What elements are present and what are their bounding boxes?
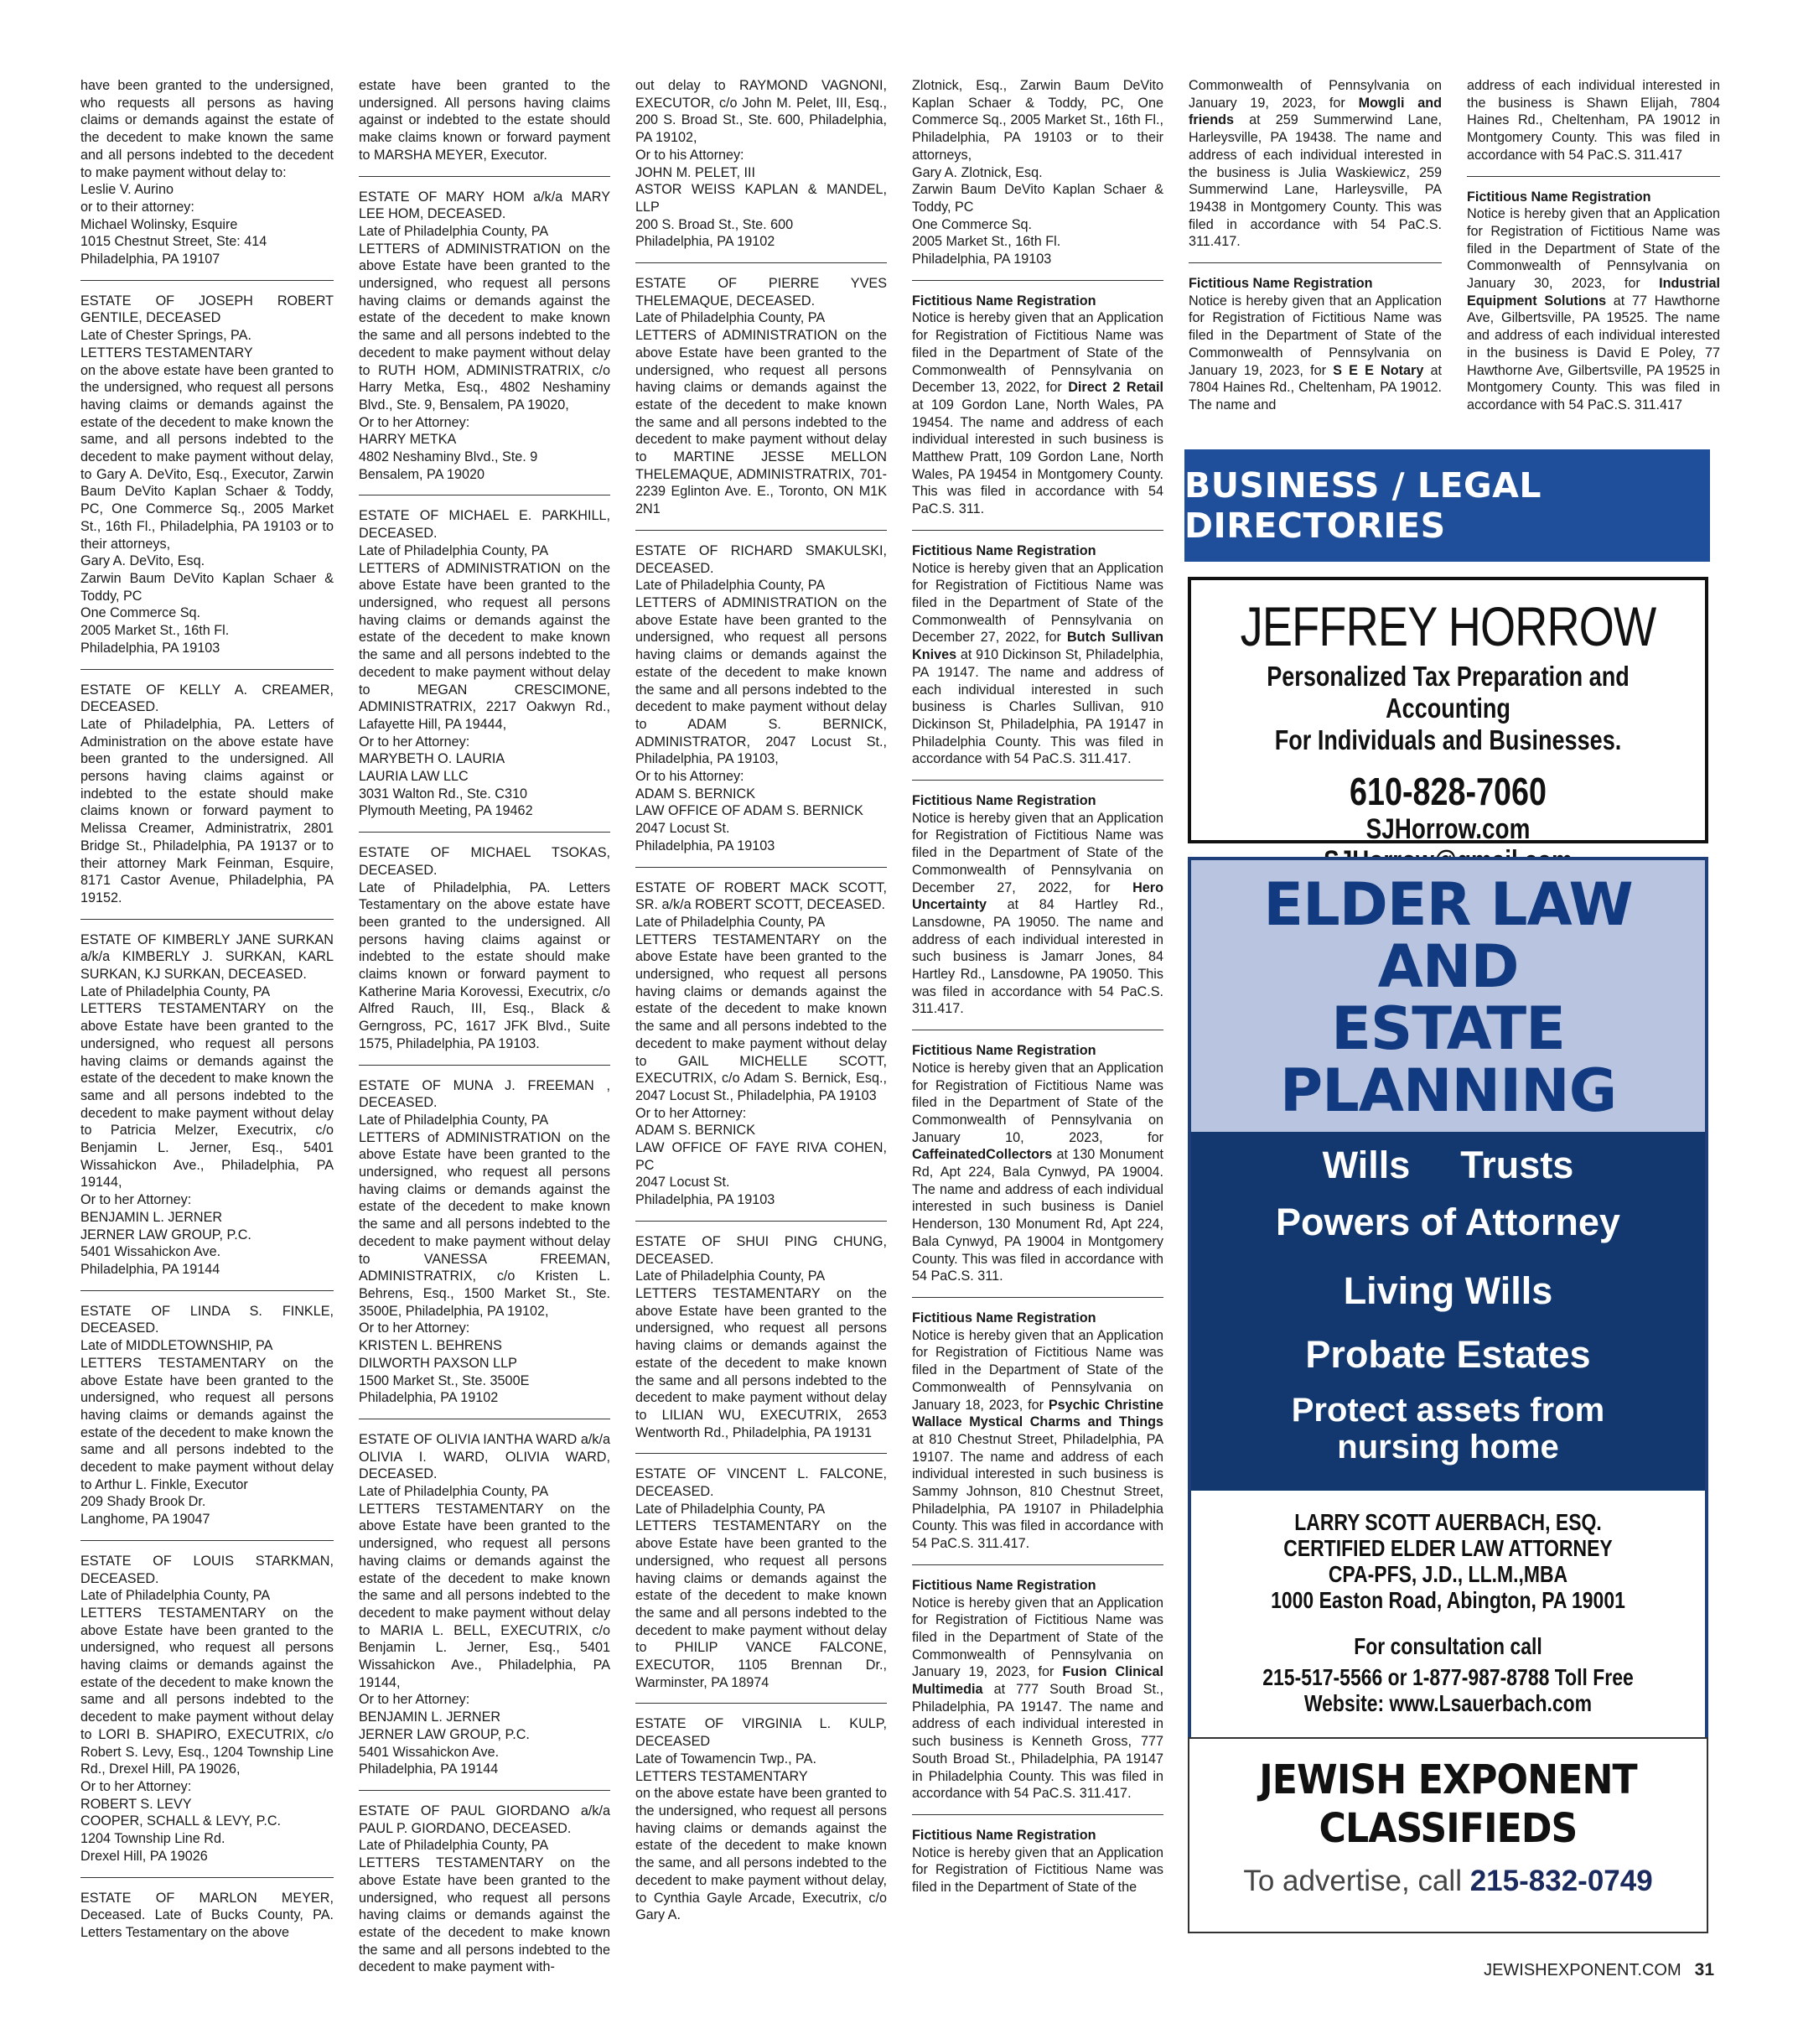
notice-text: out delay to RAYMOND VAGNONI, EXECUTOR, c/o John M. Pelet, III, Esq., 200 S. Broad St., Ste. 600, Philadelphia, PA 19102, Or to his Attorney: JOHN M. PELET, III ASTOR WEISS KAPLAN & MANDEL, LLP 200 S. Broad St., Ste. 600 Philadelphia, PA 19102 — [635, 78, 887, 250]
divider — [912, 1297, 1163, 1298]
legal-notice — [80, 293, 334, 657]
business-name: Direct 2 Retail — [1068, 380, 1164, 396]
notice-heading: Fictitious Name Registration — [912, 1310, 1096, 1325]
divider — [635, 1221, 887, 1222]
notices-column-3 — [635, 77, 887, 1924]
notice-text: at 7804 Haines Rd., Cheltenham, PA 19012. The name and — [1189, 362, 1442, 412]
divider — [635, 262, 887, 263]
ad-phone: 610-828-7060 — [1350, 770, 1547, 813]
fictitious-name-notice — [1467, 189, 1720, 414]
notice-text: Notice is hereby given that an Application for Registration of Fictitious Name was filed in the Department of State of the Commonwealth of Pennsylvania on January 18, 2023, for — [912, 1327, 1163, 1413]
notice-text: ESTATE OF LINDA S. FINKLE, DECEASED. Late of MIDDLETOWNSHIP, PA LETTERS TESTAMENTARY on the above Estate have been granted to the undersigned, who request all persons having claims or demands against the estate of the decedent to make known the same and all persons indebted to the decedent to make payment without delay to Arthur L. Finkle, Executor 209 Shady Brook Dr. Langhome, PA 19047 — [80, 1303, 334, 1528]
business-name: Psychic Christine Wallace Mystical Charms and Things — [912, 1397, 1163, 1430]
fictitious-name-notice — [912, 542, 1163, 768]
notice-text: ESTATE OF VINCENT L. FALCONE, DECEASED. Late of Philadelphia County, PA LETTERS TESTAMENTARY on the above Estate have been granted to the undersigned, who request all persons having claims or demands against the estate of the decedent to make known the same and all persons indebted to the decedent to make payment without delay to PHILIP VANCE FALCONE, EXECUTOR, 1105 Brennan Dr., Warminster, PA 18974 — [635, 1466, 887, 1690]
notice-text: ESTATE OF RICHARD SMAKULSKI, DECEASED. Late of Philadelphia County, PA LETTERS of ADMINISTRATION on the above Estate have been granted to the undersigned, who request all persons having claims or demands against the estate of the decedent to make known the same and all persons indebted to the decedent to make payment without delay to ADAM S. BERNICK, ADMINISTRATOR, 2047 Locust St., Philadelphia, PA 19103, Or to his Attorney: ADAM S. BERNICK LAW OFFICE OF ADAM S. BERNICK 2047 Locust St. Philadelphia, PA 19103 — [635, 542, 887, 853]
notice-text: at 109 Gordon Lane, North Wales, PA 19454. The name and address of each individual interested in such business is Matthew Pratt, 109 Gordon Lane, North Wales, PA 19454 in Montgomery County. This was filed in accordance with 54 PaC.S. 311. — [912, 397, 1163, 517]
business-name: Hero Uncertainty — [912, 879, 1163, 913]
notice-text: ESTATE OF SHUI PING CHUNG, DECEASED. Late of Philadelphia County, PA LETTERS TESTAMENTARY on the above Estate have been granted to the undersigned, who request all persons having claims or demands against the estate of the decedent to make known the same and all persons indebted to the decedent to make payment without delay to LILIAN WU, EXECUTRIX, 2653 Wentworth Rd., Philadelphia, PA 19131 — [635, 1233, 887, 1440]
notice-continuation — [1189, 77, 1442, 251]
business-name: S E E Notary — [1333, 362, 1424, 378]
notice-text: Notice is hereby given that an Application for Registration of Fictitious Name was filed in the Department of State of the Commonwealth of Pennsylvania on January 19, 2023, for — [912, 1595, 1163, 1680]
notice-text: Zlotnick, Esq., Zarwin Baum DeVito Kaplan Schaer & Toddy, PC, One Commerce Sq., 2005 Market St., 16th Fl., Philadelphia, PA 19103 or to their attorneys, Gary A. Zlotnick, Esq. Zarwin Baum DeVito Kaplan Schaer & Toddy, PC One Commerce Sq. 2005 Market St., 16th Fl. Philadelphia, PA 19103 — [912, 78, 1163, 267]
legal-notice — [359, 77, 610, 164]
service-probate: Probate Estates — [1305, 1333, 1591, 1376]
page-footer — [1484, 1960, 1714, 1980]
notices-column-4 — [912, 77, 1163, 1896]
ad-tagline: Personalized Tax Preparation and Accounting — [1267, 661, 1630, 724]
notice-text: Commonwealth of Pennsylvania on January 19, 2023, for — [1189, 78, 1442, 111]
divider — [1189, 262, 1442, 263]
notice-body — [1467, 205, 1720, 413]
notice-text: Notice is hereby given that an Application for Registration of Fictitious Name was filed in the Department of State of the Commonwealth of Pennsylvania on December 27, 2022, for — [912, 560, 1163, 646]
business-name: Fusion Clinical Multimedia — [912, 1664, 1164, 1698]
service-wills: Wills — [1322, 1144, 1411, 1186]
business-name: Industrial Equipment Solutions — [1467, 276, 1720, 309]
call-number: 215-832-0749 — [1469, 1865, 1653, 1897]
ad-tagline: For Individuals and Businesses. — [1274, 724, 1622, 755]
contact-line: LARRY SCOTT AUERBACH, ESQ. — [1294, 1509, 1602, 1535]
service-trusts: Trusts — [1460, 1144, 1574, 1186]
notice-text: ESTATE OF MUNA J. FREEMAN , DECEASED. Late of Philadelphia County, PA LETTERS of ADMINISTRATION on the above Estate have been granted to the undersigned, who request all persons having claims or demands against the estate of the decedent to make known the same and all persons indebted to the decedent to make payment without delay to VANESSA FREEMAN, ADMINISTRATRIX, c/o Kristen L. Behrens, Esq., 1500 Market St., Ste. 3500E, Philadelphia, PA 19102, Or to her Attorney: KRISTEN L. BEHRENS DILWORTH PAXSON LLP 1500 Market St., Ste. 3500E Philadelphia, PA 19102 — [359, 1077, 610, 1406]
legal-notice — [635, 1466, 887, 1691]
legal-notice — [80, 1890, 334, 1942]
classifieds-ad — [1188, 1737, 1708, 1933]
divider — [635, 867, 887, 868]
page-number: 31 — [1694, 1960, 1714, 1979]
fictitious-name-notice — [1189, 275, 1442, 414]
legal-notice — [635, 1233, 887, 1441]
legal-notice — [359, 1803, 610, 1976]
notice-heading: Fictitious Name Registration — [912, 293, 1096, 309]
divider — [1467, 176, 1720, 177]
notice-text: ESTATE OF ROBERT MACK SCOTT, SR. a/k/a ROBERT SCOTT, DECEASED. Late of Philadelphia County, PA LETTERS TESTAMENTARY on the above Estate have been granted to the undersigned, who request all persons having claims or demands against the estate of the decedent to make known the same and all persons indebted to the decedent to make payment without delay to GAIL MICHELLE SCOTT, EXECUTRIX, c/o Adam S. Bernick, Esq., 2047 Locust St., Philadelphia, PA 19103 Or to her Attorney: ADAM S. BERNICK LAW OFFICE OF FAYE RIVA COHEN, PC 2047 Locust St. Philadelphia, PA 19103 — [635, 879, 887, 1208]
notice-text: have been granted to the undersigned, who requests all persons as having claims or demands against the estate of the decedent to make known the same and all persons indebted to the decedent to make payment without delay to: Leslie V. Aurino or to their attorney: Michael Wolinsky, Esquire 1015 Chestnut Street, Ste: 414 Philadelphia, PA 19107 — [80, 78, 334, 267]
title-line: ELDER LAW — [1263, 870, 1633, 939]
notice-text: Notice is hereby given that an Application for Registration of Fictitious Name was filed in the Department of State of the — [912, 1844, 1163, 1896]
notice-text: ESTATE OF KELLY A. CREAMER, DECEASED. Late of Philadelphia, PA. Letters of Administration on the above estate have been granted to the undersigned. All persons having claims against or indebted to the estate should make claims known or forward payment to Melissa Creamer, Administratrix, 2801 Bridge St., Philadelphia, PA 19137 or to their attorney Mark Feinman, Esquire, 8171 Castor Avenue, Philadelphia, PA 19152. — [80, 682, 334, 905]
notice-heading: Fictitious Name Registration — [912, 1043, 1096, 1059]
notices-column-6 — [1467, 77, 1720, 414]
business-name: Mowgli and friends — [1189, 95, 1442, 128]
legal-notice — [80, 77, 334, 268]
notices-column-2 — [359, 77, 610, 1976]
ad-website: SJHorrow.com — [1365, 813, 1531, 845]
directory-banner: BUSINESS / LEGAL DIRECTORIES — [1184, 449, 1710, 562]
legal-notice — [635, 1715, 887, 1923]
divider — [635, 1453, 887, 1454]
legal-notice — [635, 77, 887, 251]
legal-notice — [359, 507, 610, 820]
legal-notice — [359, 189, 610, 484]
service-living-wills: Living Wills — [1343, 1269, 1553, 1312]
notice-heading: Fictitious Name Registration — [1189, 276, 1373, 292]
divider — [80, 669, 334, 670]
fictitious-name-notice — [912, 1827, 1163, 1896]
service-protect: Protect assets from — [1291, 1392, 1605, 1429]
notice-text: Notice is hereby given that an Application for Registration of Fictitious Name was filed in the Department of State of the Commonwealth of Pennsylvania on December 13, 2022, for — [912, 310, 1163, 396]
notice-text: ESTATE OF MICHAEL TSOKAS, DECEASED. Late of Philadelphia, PA. Letters Testamentary on the above estate have been granted to the undersigned. All persons having claims against or indebted to the estate should make claims known or forward payment to Katherine Maria Korovessi, Executrix, c/o Alfred Rauch, III, Esq., Black & Gerngross, PC, 1617 JFK Blvd., Suite 1575, Philadelphia, PA 19103. — [359, 845, 610, 1051]
legal-notice — [80, 1303, 334, 1528]
notice-body — [912, 810, 1163, 1018]
ad-services — [1191, 1132, 1705, 1491]
notice-body — [912, 1327, 1163, 1553]
notice-text: ESTATE OF KIMBERLY JANE SURKAN a/k/a KIMBERLY J. SURKAN, KARL SURKAN, KJ SURKAN, DECEASED. Late of Philadelphia County, PA LETTERS TESTAMENTARY on the above Estate have been granted to the undersigned, who request all persons having claims or demands against the estate of the decedent to make known the same and all persons indebted to the decedent to make payment without delay to Patricia Melzer, Executrix, c/o Benjamin L. Jerner, Esq., 5401 Wissahickon Ave., Philadelphia, PA 19144, Or to her Attorney: BENJAMIN L. JERNER JERNER LAW GROUP, P.C. 5401 Wissahickon Ave. Philadelphia, PA 19144 — [80, 931, 334, 1277]
elder-law-ad — [1188, 857, 1708, 1754]
notice-text: ESTATE OF MARY HOM a/k/a MARY LEE HOM, DECEASED. Late of Philadelphia County, PA LETTERS of ADMINISTRATION on the above Estate have been granted to the undersigned, who request all persons having claims or demands against the estate of the decedent to make known the same and all persons indebted to the decedent to make payment without delay to RUTH HOM, ADMINISTRATRIX, c/o Harry Metka, Esq., 4802 Neshaminy Blvd., Ste. 9, Bensalem, PA 19020, Or to her Attorney: HARRY METKA 4802 Neshaminy Blvd., Ste. 9 Bensalem, PA 19020 — [359, 189, 610, 482]
horrow-ad — [1188, 577, 1708, 843]
notice-continuation — [912, 77, 1163, 268]
notice-heading: Fictitious Name Registration — [1467, 189, 1651, 205]
business-name: CaffeinatedCollectors — [912, 1147, 1053, 1163]
contact-website: Website: www.Lsauerbach.com — [1303, 1690, 1593, 1716]
notice-text: at 130 Monument Rd, Apt 224, Bala Cynwyd, PA 19004. The name and address of each individual interested in such business is Daniel Henderson, 130 Monument Rd, Apt 224, Bala Cynwyd, PA 19004 in Montgomery County. This was filed in accordance with 54 PaC.S. 311. — [912, 1147, 1163, 1284]
ad-name: JEFFREY HORROW — [1240, 595, 1656, 657]
notice-text: Notice is hereby given that an Application for Registration of Fictitious Name was filed in the Department of State of the Commonwealth of Pennsylvania on January 10, 2023, for — [912, 1060, 1163, 1145]
classifieds-title: JEWISH EXPONENT — [1259, 1756, 1637, 1803]
notice-body — [1189, 293, 1442, 414]
fictitious-name-notice — [912, 1042, 1163, 1285]
divider — [635, 1703, 887, 1704]
notice-text: ESTATE OF VIRGINIA L. KULP, DECEASED Late of Towamencin Twp., PA. LETTERS TESTAMENTARY on the above estate have been granted to the undersigned, who request all persons having claims or demands against the estate of the decedent to make known the same, and all persons indebted to the decedent to make payment without delay, to Cynthia Gayle Arcade, Executrix, c/o Gary A. — [635, 1716, 887, 1923]
notice-text: Notice is hereby given that an Application for Registration of Fictitious Name was filed in the Department of State of the Commonwealth of Pennsylvania on January 19, 2023, for — [1189, 293, 1442, 378]
notice-text: ESTATE OF MARLON MEYER, Deceased. Late of Bucks County, PA. Letters Testamentary on the above — [80, 1890, 334, 1940]
divider — [80, 1877, 334, 1878]
fictitious-name-notice — [912, 293, 1163, 518]
notices-column-1 — [80, 77, 334, 1942]
legal-notice — [80, 1553, 334, 1865]
divider — [912, 530, 1163, 531]
notice-text: estate have been granted to the undersigned. All persons having claims against or indebted to the estate should make claims known or forward payment to MARSHA MEYER, Executor. — [359, 78, 610, 163]
title-line: ESTATE — [1331, 994, 1565, 1063]
business-name: Butch Sullivan Knives — [912, 630, 1163, 663]
service-protect: nursing home — [1337, 1429, 1559, 1466]
contact-line: CPA-PFS, J.D., LL.M.,MBA — [1328, 1561, 1568, 1587]
notice-text: ESTATE OF LOUIS STARKMAN, DECEASED. Late of Philadelphia County, PA LETTERS TESTAMENTARY on the above Estate have been granted to the undersigned, who request all persons having claims or demands against the estate of the decedent to make known the same and all persons indebted to the decedent to make payment without delay to LORI B. SHAPIRO, EXECUTRIX, c/o Robert S. Levy, Esq., 1204 Township Line Rd., Drexel Hill, PA 19026, Or to her Attorney: ROBERT S. LEVY COOPER, SCHALL & LEVY, P.C. 1204 Township Line Rd. Drexel Hill, PA 19026 — [80, 1553, 334, 1864]
divider — [359, 1065, 610, 1066]
divider — [359, 176, 610, 177]
title-line: PLANNING — [1279, 1056, 1617, 1125]
notice-text: Notice is hereby given that an Application for Registration of Fictitious Name was filed in the Department of State of the Commonwealth of Pennsylvania on January 30, 2023, for — [1467, 206, 1720, 292]
divider — [912, 1564, 1163, 1565]
notice-body — [912, 309, 1163, 517]
divider — [80, 919, 334, 920]
notice-text: Notice is hereby given that an Application for Registration of Fictitious Name was filed in the Department of State of the Commonwealth of Pennsylvania on December 27, 2022, for — [912, 810, 1163, 895]
divider — [912, 280, 1163, 281]
divider — [359, 1790, 610, 1791]
divider — [912, 1814, 1163, 1815]
classifieds-title: CLASSIFIEDS — [1319, 1805, 1578, 1852]
divider — [80, 280, 334, 281]
classifieds-call — [1189, 1865, 1707, 1898]
divider — [635, 530, 887, 531]
notice-heading: Fictitious Name Registration — [912, 1577, 1096, 1593]
divider — [359, 832, 610, 833]
service-poa: Powers of Attorney — [1276, 1201, 1620, 1243]
notice-text: at 777 South Broad St., Philadelphia, PA 19147. The name and address of each individual interested in such business is Kenneth Gross, 777 South Broad St., Philadelphia, PA 19147 in Philadelphia County. This was filed in accordance with 54 PaC.S. 311.417. — [912, 1682, 1163, 1802]
notice-text: ESTATE OF PAUL GIORDANO a/k/a PAUL P. GIORDANO, DECEASED. Late of Philadelphia County, PA LETTERS TESTAMENTARY on the above Estate have been granted to the undersigned, who request all persons having claims or demands against the estate of the decedent to make known the same and all persons indebted to the decedent to make payment with- — [359, 1803, 610, 1975]
notice-text: ESTATE OF PIERRE YVES THELEMAQUE, DECEASED. Late of Philadelphia County, PA LETTERS of ADMINISTRATION on the above Estate have been granted to the undersigned, who request all persons having claims or demands against the estate of the decedent to make known the same and all persons indebted to the decedent to make payment without delay to MARTINE JESSE MELLON THELEMAQUE, ADMINISTRATRIX, 701-2239 Eglinton Ave. E., Toronto, ON M1K 2N1 — [635, 276, 887, 517]
notice-text: at 910 Dickinson St, Philadelphia, PA 19147. The name and address of each individual interested in such business is Charles Sullivan, 910 Dickinson St, Philadelphia, PA 19147 in Philadelphia County. This was filed in accordance with 54 PaC.S. 311.417. — [912, 647, 1163, 767]
notice-text: address of each individual interested in the business is Shawn Elijah, 7804 Haines Rd., Cheltenham, PA 19012 in Montgomery County. This was filed in accordance with 54 PaC.S. 311.417 — [1467, 78, 1720, 163]
fictitious-name-notice — [912, 1310, 1163, 1553]
contact-line: For consultation call — [1354, 1633, 1542, 1659]
notice-body — [912, 1844, 1163, 1896]
legal-notice — [359, 1077, 610, 1407]
contact-phones: 215-517-5566 or 1-877-987-8788 Toll Free — [1262, 1664, 1634, 1690]
contact-line: 1000 Easton Road, Abington, PA 19001 — [1271, 1587, 1625, 1613]
notice-heading: Fictitious Name Registration — [912, 542, 1096, 558]
legal-notice — [359, 1431, 610, 1778]
service-line — [1191, 1144, 1705, 1187]
notice-text: ESTATE OF JOSEPH ROBERT GENTILE, DECEASED Late of Chester Springs, PA. LETTERS TESTAMENTARY on the above estate have been granted to the undersigned, who request all persons having claims or demands against the estate of the decedent to make known the same, and all persons indebted to the decedent to make payment without delay, to Gary A. DeVito, Esq., Executor, Zarwin Baum DeVito Kaplan Schaer & Toddy, PC, One Commerce Sq., 2005 Market St., 16th Fl., Philadelphia, PA 19103 or to their attorneys, Gary A. DeVito, Esq. Zarwin Baum DeVito Kaplan Schaer & Toddy, PC One Commerce Sq. 2005 Market St., 16th Fl. Philadelphia, PA 19103 — [80, 293, 334, 656]
divider — [912, 780, 1163, 781]
notice-heading: Fictitious Name Registration — [912, 1827, 1096, 1843]
notice-text: at 810 Chestnut Street, Philadelphia, PA 19107. The name and address of each individual interested in such business is Sammy Johnson, 810 Chestnut Street, Philadelphia, PA 19107 in Philadelphia County. This was filed in accordance with 54 PaC.S. 311.417. — [912, 1431, 1163, 1552]
divider — [80, 1290, 334, 1291]
notice-text: ESTATE OF OLIVIA IANTHA WARD a/k/a OLIVIA I. WARD, OLIVIA WARD, DECEASED. Late of Philadelphia County, PA LETTERS TESTAMENTARY on the above Estate have been granted to the undersigned, who request all persons having claims or demands against the estate of the decedent to make known the same and all persons indebted to the decedent to make payment without delay to MARIA L. BELL, EXECUTRIX, c/o Benjamin L. Jerner, Esq., 5401 Wissahickon Ave., Philadelphia, PA 19144, Or to her Attorney: BENJAMIN L. JERNER JERNER LAW GROUP, P.C. 5401 Wissahickon Ave. Philadelphia, PA 19144 — [359, 1431, 610, 1777]
legal-notice — [80, 931, 334, 1279]
legal-notice — [80, 682, 334, 907]
divider — [80, 1540, 334, 1541]
fictitious-name-notice — [912, 1577, 1163, 1803]
notice-heading: Fictitious Name Registration — [912, 793, 1096, 809]
notice-text: at 84 Hartley Rd., Lansdowne, PA 19050. The name and address of each individual interested in such business is Jamarr Jones, 84 Hartley Rd., Lansdowne, PA 19050. This was filed in accordance with 54 PaC.S. 311.417. — [912, 897, 1163, 1017]
ad-title — [1191, 860, 1705, 1132]
notice-text: ESTATE OF MICHAEL E. PARKHILL, DECEASED. Late of Philadelphia County, PA LETTERS of ADMINISTRATION on the above Estate have been granted to the undersigned, who request all persons having claims or demands against the estate of the decedent to make known the same and all persons indebted to the decedent to make payment without delay to MEGAN CRESCIMONE, ADMINISTRATRIX, 2217 Oakwyn Rd., Lafayette Hill, PA 19444, Or to her Attorney: MARYBETH O. LAURIA LAURIA LAW LLC 3031 Walton Rd., Ste. C310 Plymouth Meeting, PA 19462 — [359, 508, 610, 819]
ad-contact — [1191, 1491, 1705, 1716]
footer-site: JEWISHEXPONENT.COM — [1484, 1961, 1681, 1979]
call-prefix: To advertise, call — [1243, 1865, 1470, 1897]
legal-notice — [359, 844, 610, 1052]
notice-continuation — [1467, 77, 1720, 164]
fictitious-name-notice — [912, 792, 1163, 1018]
notice-text: at 77 Hawthorne Ave, Gilbertsville, PA 19525. The name and address of each individual interested in the business is David E Poley, 77 Hawthorne Ave, Gilbertsville, PA 19525 in Montgomery County. This was filed in accordance with 54 PaC.S. 311.417 — [1467, 293, 1720, 412]
title-line: AND — [1377, 932, 1519, 1001]
notices-column-5 — [1189, 77, 1442, 414]
legal-notice — [635, 542, 887, 855]
notice-body — [912, 560, 1163, 768]
legal-notice — [635, 879, 887, 1209]
notice-text: at 259 Summerwind Lane, Harleysville, PA 19438. The name and address of each individual interested in the business is Julia Waskiewicz, 259 Summerwind Lane, Harleysville, PA 19438 in Montgomery County. This was filed in accordance with 54 PaC.S. 311.417. — [1189, 112, 1442, 250]
contact-line: CERTIFIED ELDER LAW ATTORNEY — [1283, 1535, 1613, 1561]
notice-body — [912, 1595, 1163, 1803]
legal-notice — [635, 275, 887, 518]
notice-body — [912, 1060, 1163, 1285]
